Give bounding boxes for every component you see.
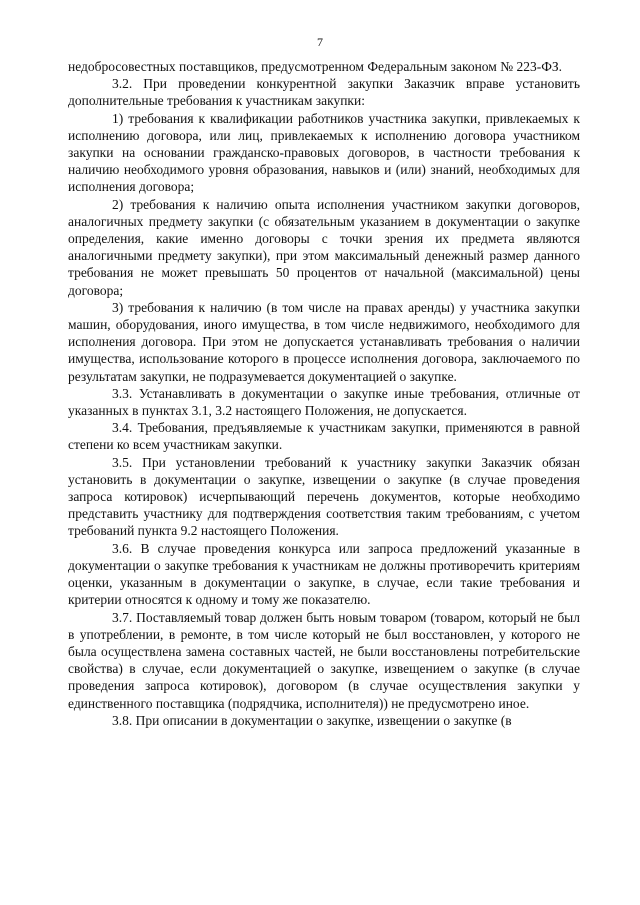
paragraph-3-2-item-3: 3) требования к наличию (в том числе на правах аренды) у участника закупки машин, оборудования, иного имущества, в том числе недвижимого, необходимого для исполнения договора. При этом не допускается устанавливать требования о наличии имущества, использование которого в процессе исполнения договора, заключаемого по результатам закупки, не подразумевается документацией о закупке. bbox=[68, 299, 580, 384]
paragraph-3-4: 3.4. Требования, предъявляемые к участникам закупки, применяются в равной степени ко всем участникам закупки. bbox=[68, 420, 580, 453]
document-body bbox=[68, 58, 580, 729]
paragraph-3-3: 3.3. Устанавливать в документации о закупке иные требования, отличные от указанных в пунктах 3.1, 3.2 настоящего Положения, не допускается. bbox=[68, 385, 580, 419]
paragraph-3-2-item-2: 2) требования к наличию опыта исполнения участником закупки договоров, аналогичных предмету закупки (с обязательным указанием в документации о закупке определения, какие именно договоры с точки зрения их предмета являются аналогичными предмету закупки), при этом максимальный денежный размер данного требования не может превышать 50 процентов от начальной (максимальной) цены договора; bbox=[68, 196, 580, 298]
page-number: 7 bbox=[317, 35, 323, 49]
paragraph-3-2: 3.2. При проведении конкурентной закупки Заказчик вправе установить дополнительные требования к участникам закупки: bbox=[68, 76, 580, 109]
paragraph-3-8: 3.8. При описании в документации о закупке, извещении о закупке (в bbox=[112, 712, 512, 728]
paragraph-3-2-item-1: 1) требования к квалификации работников участника закупки, привлекаемых к исполнению договора, или лиц, привлекаемых к исполнению договора участником закупки на основании гражданско-правовых договоров, в частности требования к наличию необходимого уровня образования, навыков и (или) знаний, необходимых для исполнения договора; bbox=[68, 110, 580, 195]
paragraph-3-7: 3.7. Поставляемый товар должен быть новым товаром (товаром, который не был в употреблении, в ремонте, в том числе который не был восстановлен, у которого не была осуществлена замена составных частей, не были восстановлены потребительские свойства) в случае, если документацией о закупке, извещением о закупке (в случае проведения запроса котировок), договором (в случае осуществления закупки у единственного поставщика (подрядчика, исполнителя)) не предусмотрено иное. bbox=[68, 609, 580, 711]
paragraph-continuation: недобросовестных поставщиков, предусмотренном Федеральным законом № 223-ФЗ. bbox=[68, 59, 563, 74]
paragraph-3-6: 3.6. В случае проведения конкурса или запроса предложений указанные в документации о закупке требования к участникам не должны противоречить критериям оценки, указанным в документации о закупке, в случае, если такие требования и критерии относятся к одному и тому же показателю. bbox=[68, 540, 580, 608]
paragraph-3-5: 3.5. При установлении требований к участнику закупки Заказчик обязан установить в документации о закупке, извещении о закупке (в случае проведения запроса котировок) исчерпывающий перечень документов, которые необходимо представить участнику для подтверждения соответствия таким требованиям, с учетом требований пункта 9.2 настоящего Положения. bbox=[68, 454, 580, 539]
